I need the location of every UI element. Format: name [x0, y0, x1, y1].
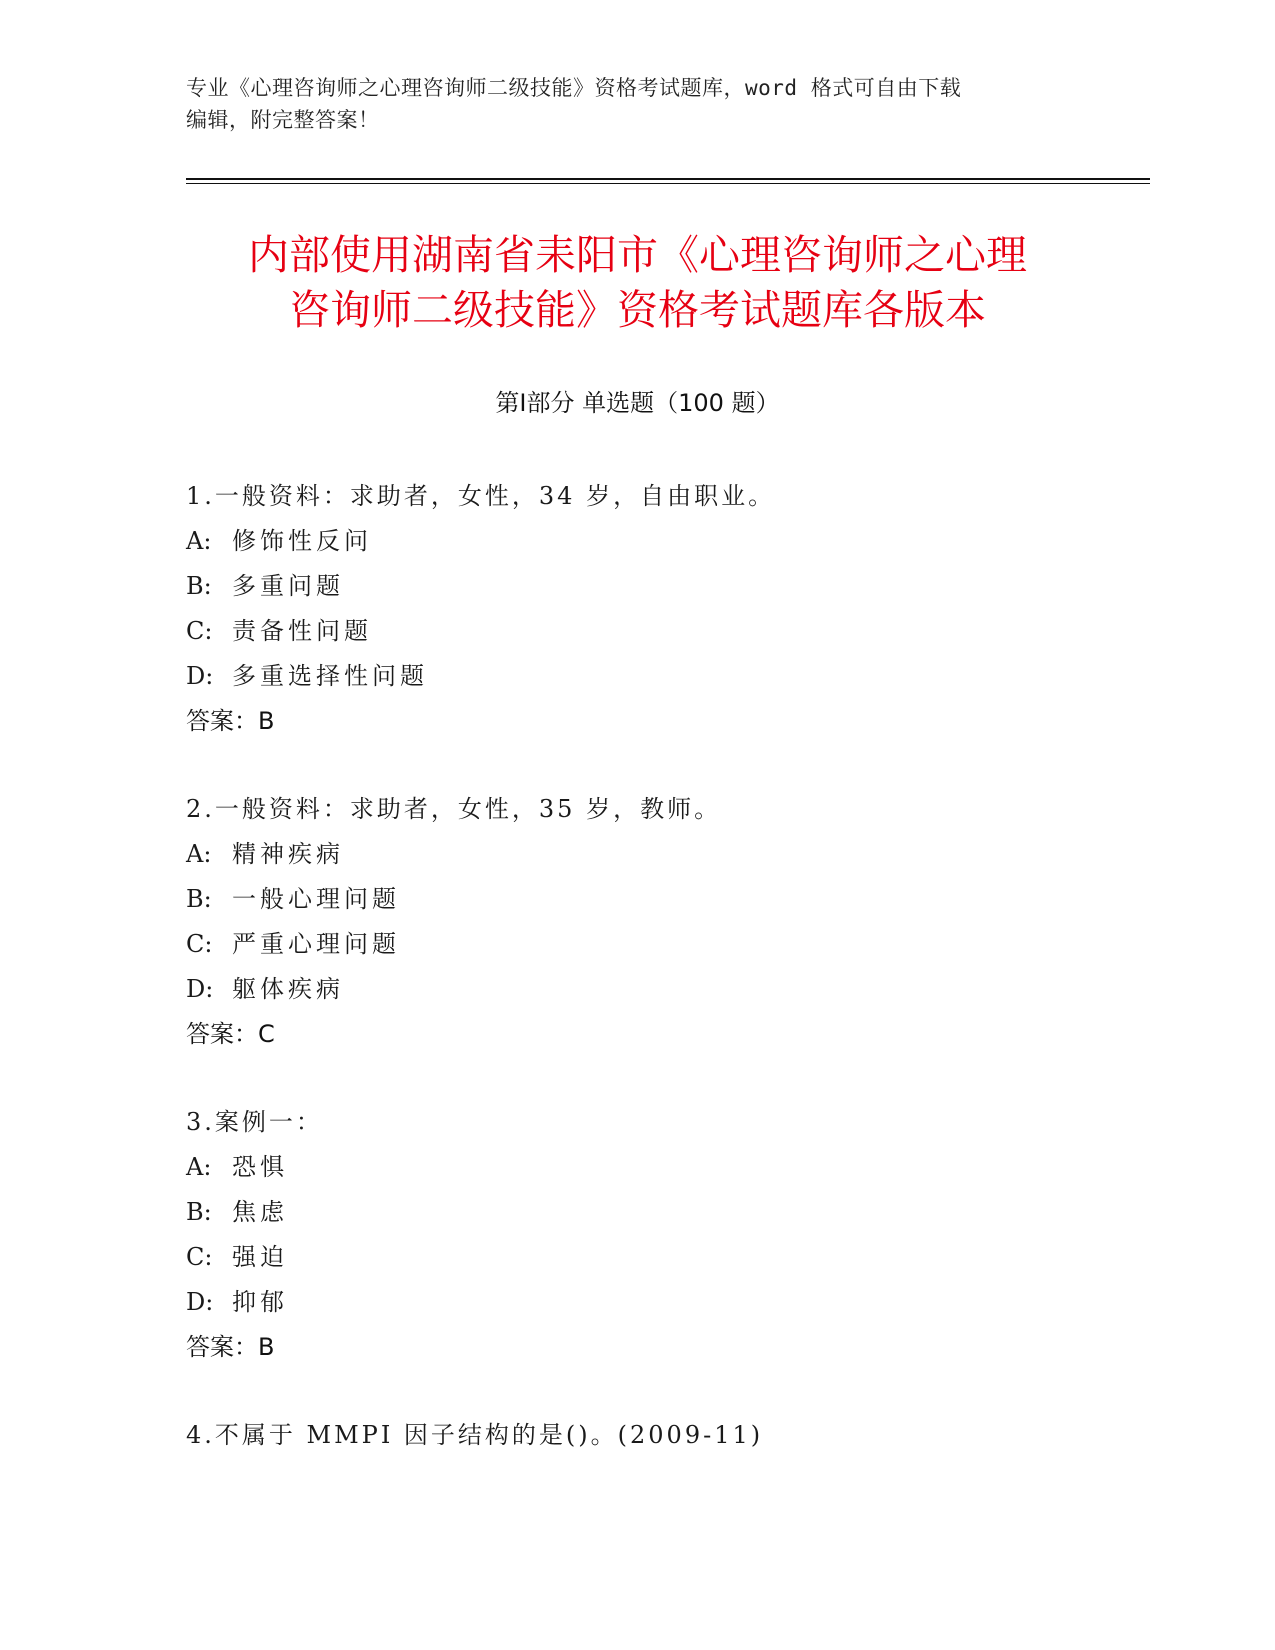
document-title-line-2: 咨询师二级技能》资格考试题库各版本	[289, 286, 986, 334]
question-stem: 4.不属于 MMPI 因子结构的是()。(2009-11)	[186, 1421, 764, 1449]
header-note	[186, 72, 1086, 136]
option-a	[186, 519, 1146, 564]
option-text: 躯体疾病	[232, 975, 344, 1003]
answer: 答案：B	[186, 707, 275, 735]
option-text: 修饰性反问	[232, 527, 372, 555]
header-rule-thick	[186, 178, 1150, 180]
question-stem: 1.一般资料：求助者，女性，34 岁，自由职业。	[186, 482, 776, 510]
option-b	[186, 564, 1146, 609]
option-letter: C:	[186, 1243, 213, 1271]
option-c	[186, 922, 1146, 967]
option-text: 抑郁	[232, 1288, 288, 1316]
option-c	[186, 1235, 1146, 1280]
document-title	[150, 228, 1125, 338]
header-note-line-1: 专业《心理咨询师之心理咨询师二级技能》资格考试题库，word 格式可自由下载	[186, 76, 962, 100]
answer: 答案：B	[186, 1333, 275, 1361]
option-a	[186, 1145, 1146, 1190]
option-letter: D:	[186, 975, 214, 1003]
document-title-line-1: 内部使用湖南省耒阳市《心理咨询师之心理	[248, 231, 1027, 279]
question-4	[186, 1413, 1146, 1458]
option-letter: A:	[186, 840, 212, 868]
option-letter: A:	[186, 527, 212, 555]
option-letter: C:	[186, 617, 213, 645]
option-text: 精神疾病	[232, 840, 344, 868]
option-d	[186, 1280, 1146, 1325]
header-note-line-2: 编辑，附完整答案！	[186, 108, 380, 132]
option-letter: B:	[186, 885, 212, 913]
option-text: 强迫	[232, 1243, 288, 1271]
option-b	[186, 877, 1146, 922]
option-letter: A:	[186, 1153, 212, 1181]
option-letter: D:	[186, 1288, 214, 1316]
option-text: 多重问题	[232, 572, 344, 600]
option-c	[186, 609, 1146, 654]
option-text: 恐惧	[232, 1153, 288, 1181]
option-d	[186, 654, 1146, 699]
option-text: 一般心理问题	[232, 885, 400, 913]
header-rule-thin	[186, 183, 1150, 184]
option-text: 多重选择性问题	[232, 662, 428, 690]
option-text: 焦虑	[232, 1198, 288, 1226]
option-letter: B:	[186, 1198, 212, 1226]
option-letter: C:	[186, 930, 213, 958]
option-text: 责备性问题	[232, 617, 372, 645]
question-stem: 3.案例一：	[186, 1108, 323, 1136]
question-1	[186, 474, 1146, 744]
option-d	[186, 967, 1146, 1012]
option-b	[186, 1190, 1146, 1235]
option-letter: D:	[186, 662, 214, 690]
question-3	[186, 1100, 1146, 1370]
answer: 答案：C	[186, 1020, 275, 1048]
question-list	[186, 474, 1146, 1501]
section-title: 第Ⅰ部分 单选题（100 题）	[495, 389, 780, 417]
option-text: 严重心理问题	[232, 930, 400, 958]
question-stem: 2.一般资料：求助者，女性，35 岁，教师。	[186, 795, 722, 823]
question-2	[186, 787, 1146, 1057]
option-a	[186, 832, 1146, 877]
option-letter: B:	[186, 572, 212, 600]
